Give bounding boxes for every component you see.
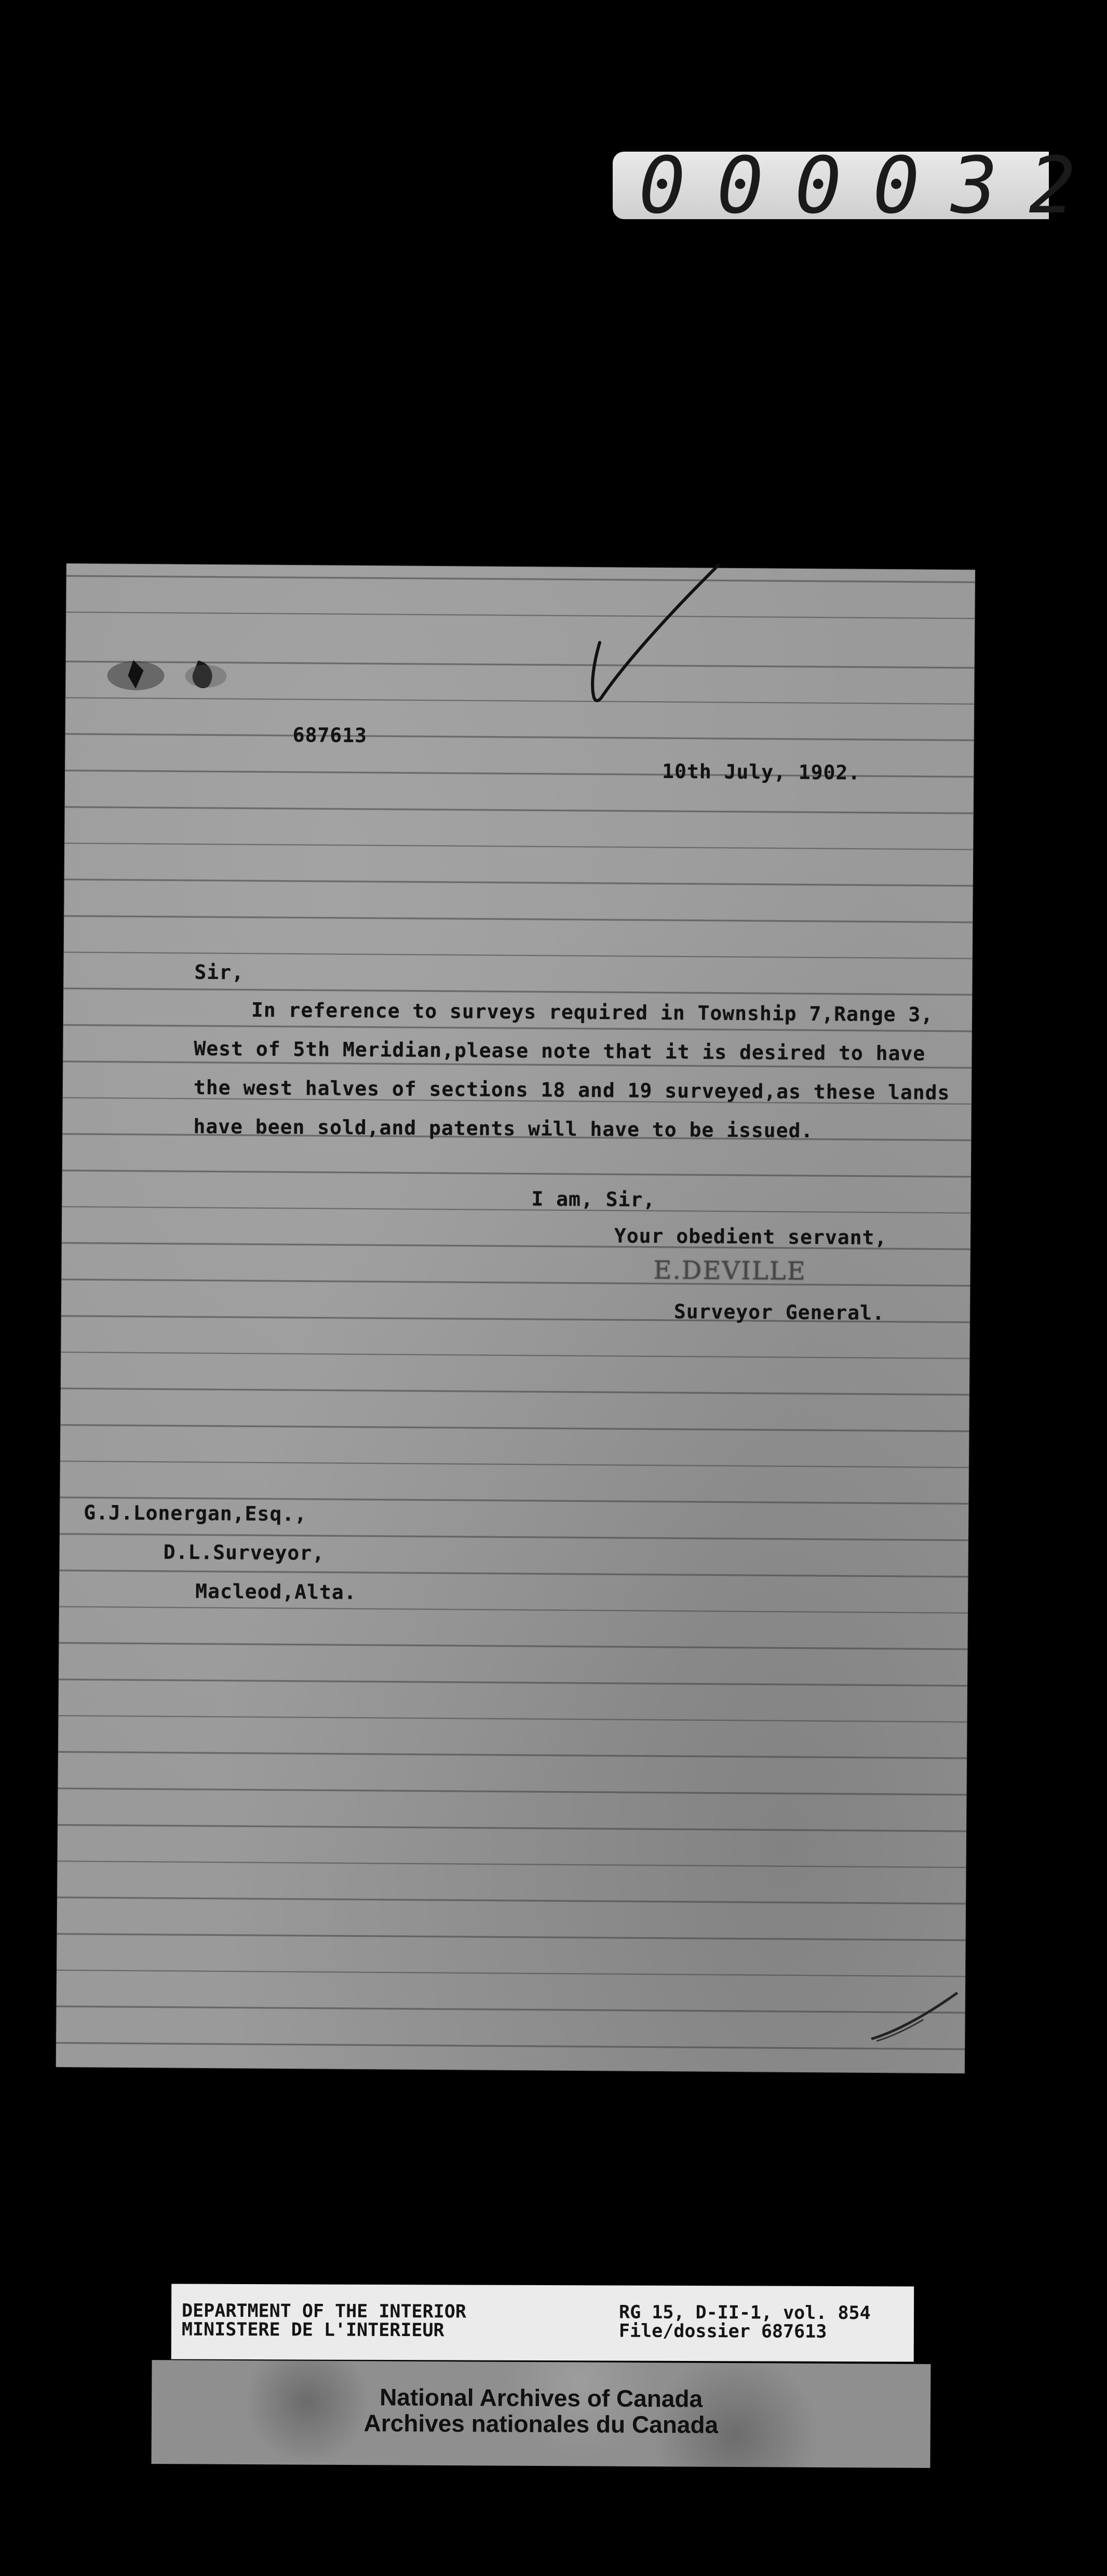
pencil-mark: [866, 1987, 960, 2045]
addressee-place: Macleod,Alta.: [195, 1579, 357, 1604]
file-dossier-reference: File/dossier 687613: [618, 2320, 827, 2342]
frame-number-strip: [613, 141, 1107, 231]
closing-line-2: Your obedient servant,: [614, 1224, 887, 1250]
signatory-title: Surveyor General.: [673, 1300, 885, 1325]
addressee-name: G.J.Lonergan,Esq.,: [84, 1501, 307, 1526]
department-english: DEPARTMENT OF THE INTERIOR: [182, 2300, 467, 2323]
department-french: MINISTERE DE L'INTERIEUR: [181, 2319, 444, 2341]
letter-date: 10th July, 1902.: [662, 760, 861, 784]
closing-line-1: I am, Sir,: [531, 1187, 656, 1211]
archives-english: National Archives of Canada: [380, 2383, 703, 2412]
addressee-role: D.L.Surveyor,: [163, 1540, 325, 1565]
body-line-1: In reference to surveys required in Township 7,Range 3,: [251, 998, 934, 1026]
body-line-3: the west halves of sections 18 and 19 surveyed,as these lands: [193, 1076, 950, 1104]
check-mark: [585, 562, 721, 714]
archives-french: Archives nationales du Canada: [363, 2409, 719, 2438]
file-number: 687613: [292, 723, 368, 747]
body-line-4: have been sold,and patents will have to be issued.: [193, 1115, 814, 1143]
ink-smudge: [86, 639, 237, 702]
frame-number: 000032: [639, 141, 1107, 231]
body-line-2: West of 5th Meridian,please note that it is desired to have: [194, 1037, 926, 1065]
record-group-reference: RG 15, D-II-1, vol. 854: [619, 2302, 871, 2324]
archives-label: [151, 2360, 930, 2468]
signature-stamp: E.DEVILLE: [653, 1255, 806, 1286]
department-label: [171, 2284, 914, 2362]
salutation: Sir,: [194, 960, 245, 984]
letter-page: [56, 564, 975, 2073]
